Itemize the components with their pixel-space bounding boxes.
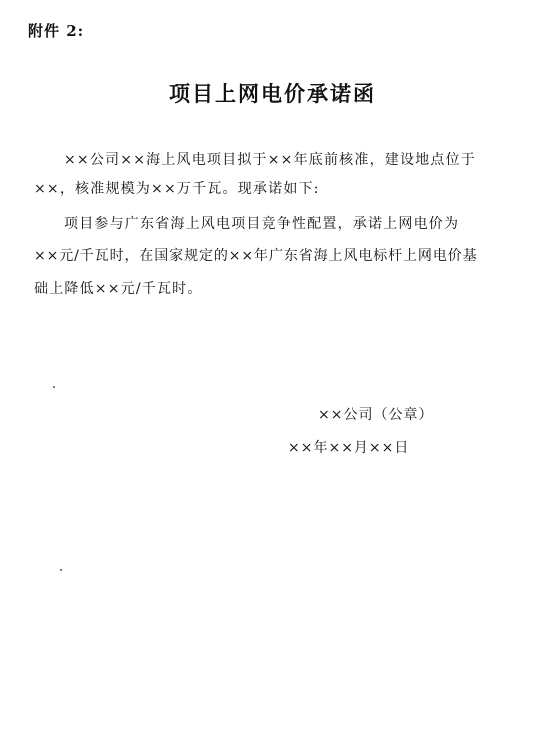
- paragraph-1-line-2: ××，核准规模为××万千瓦。现承诺如下:: [34, 181, 320, 197]
- signature-date: ××年××月××日: [288, 440, 410, 456]
- scan-speck: [53, 386, 55, 388]
- attachment-label: 附件 2:: [28, 22, 85, 40]
- paragraph-1-line-1: ××公司××海上风电项目拟于××年底前核准，建设地点位于: [64, 152, 476, 168]
- scan-speck: [60, 569, 62, 571]
- paragraph-2-line-3: 础上降低××元/千瓦时。: [34, 281, 203, 297]
- company-stamp-line: ××公司（公章）: [318, 407, 434, 423]
- paragraph-2-line-2: ××元/千瓦时，在国家规定的××年广东省海上风电标杆上网电价基: [34, 248, 478, 264]
- document-title: 项目上网电价承诺函: [169, 81, 376, 106]
- paragraph-2-line-1: 项目参与广东省海上风电项目竞争性配置，承诺上网电价为: [64, 216, 460, 232]
